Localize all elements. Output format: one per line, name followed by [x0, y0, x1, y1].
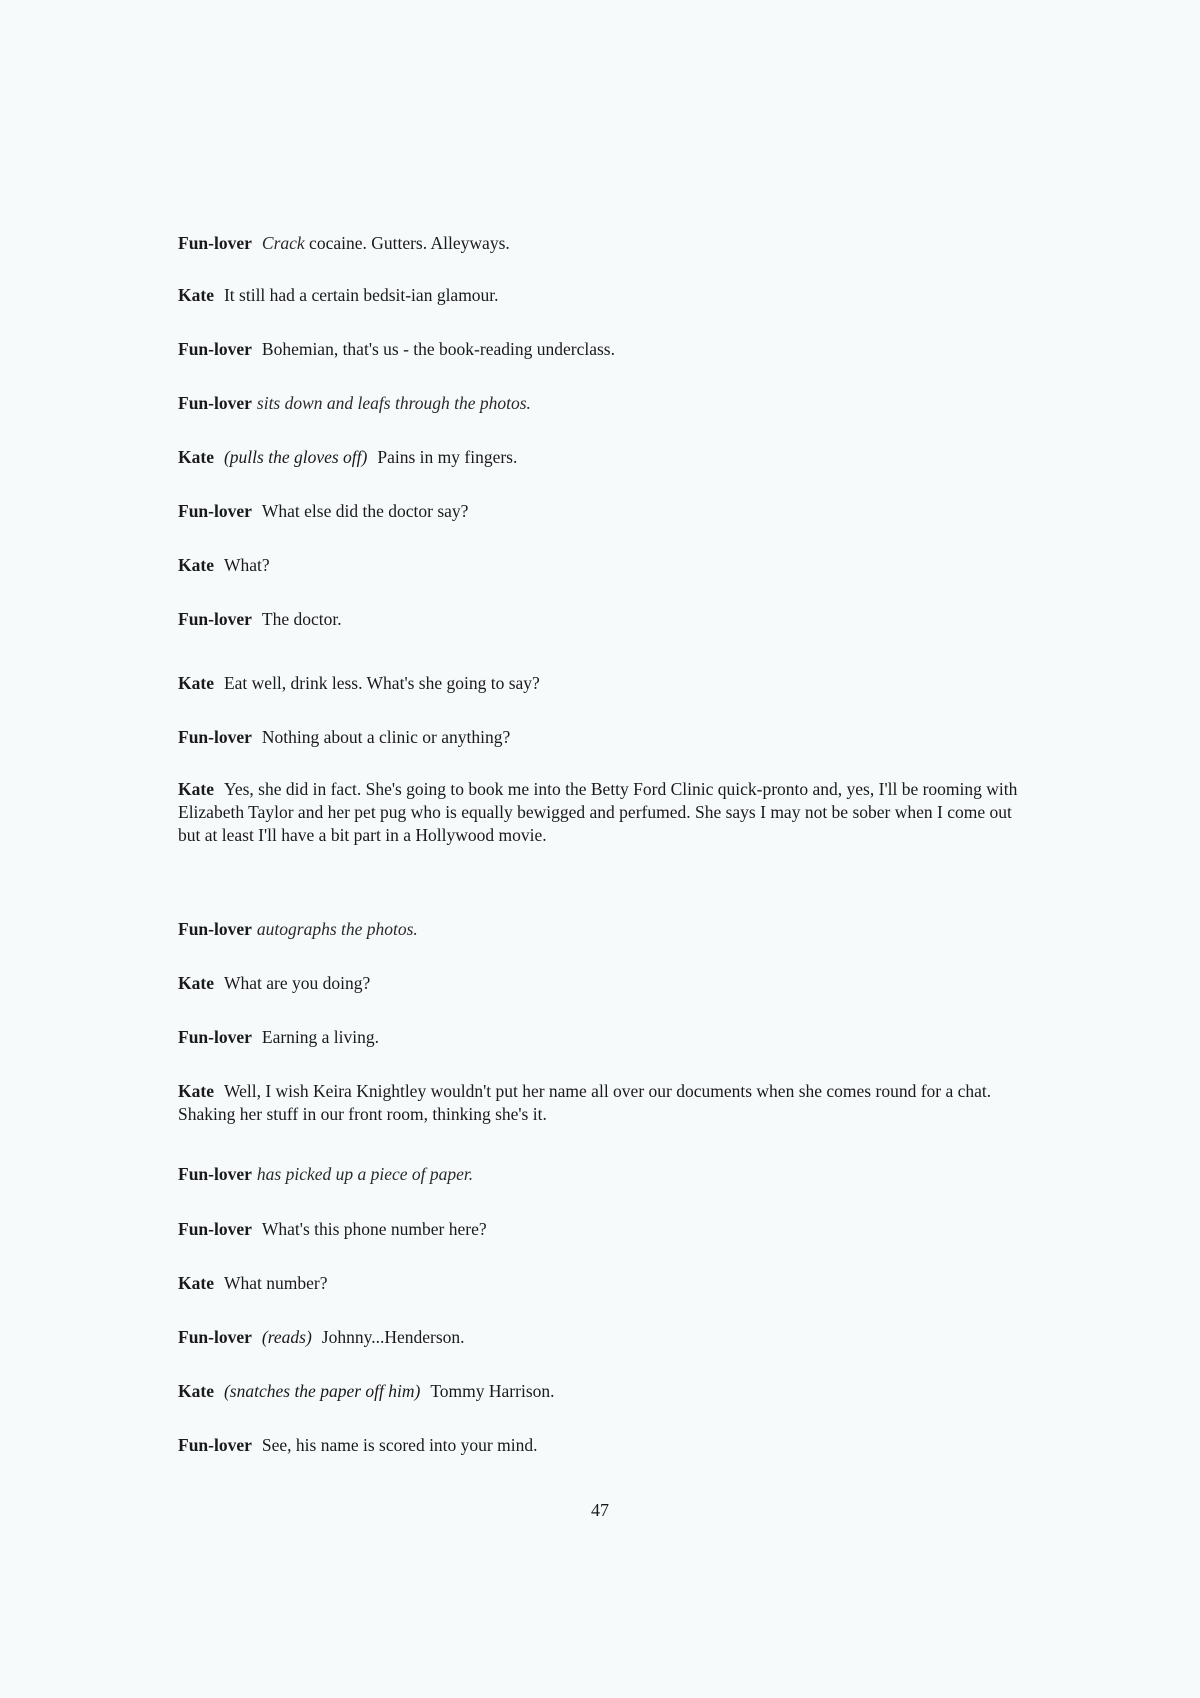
dialogue-line [178, 608, 1028, 631]
speaker-name: Fun-lover [178, 1164, 252, 1184]
dialogue-line [178, 1434, 1028, 1457]
dialogue-text: Yes, she did in fact. She's going to book me into the Betty Ford Clinic quick-pronto and, yes, I'll be rooming with Elizabeth Taylor and her pet pug who is equally bewigged and perfumed. She says I may not be sober when I come out but at least I'll have a bit part in a Hollywood movie. [178, 779, 1018, 845]
speaker-name: Kate [178, 973, 214, 993]
speaker-name: Fun-lover [178, 501, 252, 521]
parenthetical: (reads) [261, 1327, 312, 1347]
dialogue-line [178, 446, 1028, 469]
dialogue-line [178, 554, 1028, 577]
dialogue-text: Tommy Harrison. [430, 1381, 555, 1401]
dialogue-text: What? [223, 555, 270, 575]
dialogue-line [178, 1272, 1028, 1295]
dialogue-line [178, 232, 1028, 255]
dialogue-line [178, 1218, 1028, 1241]
speaker-name: Fun-lover [178, 609, 252, 629]
stage-direction-line [178, 1163, 1028, 1186]
dialogue-line [178, 1380, 1028, 1403]
dialogue-line [178, 1326, 1028, 1349]
speaker-name: Fun-lover [178, 1435, 252, 1455]
dialogue-text: Bohemian, that's us - the book-reading underclass. [261, 339, 615, 359]
speaker-name: Fun-lover [178, 233, 252, 253]
speaker-name: Kate [178, 673, 214, 693]
dialogue-text: Eat well, drink less. What's she going to say? [223, 673, 540, 693]
speaker-name: Fun-lover [178, 339, 252, 359]
dialogue-text: What's this phone number here? [261, 1219, 487, 1239]
dialogue-text: Earning a living. [261, 1027, 380, 1047]
stage-direction-line [178, 392, 1028, 415]
speaker-name: Kate [178, 285, 214, 305]
stage-direction: has picked up a piece of paper. [256, 1164, 474, 1184]
dialogue-line [178, 338, 1028, 361]
dialogue-line [178, 672, 1028, 695]
dialogue-line [178, 778, 1018, 847]
speaker-name: Kate [178, 447, 214, 467]
dialogue-text: cocaine. Gutters. Alleyways. [304, 233, 510, 253]
dialogue-line [178, 284, 1028, 307]
dialogue-text: It still had a certain bedsit-ian glamour. [223, 285, 499, 305]
dialogue-text: See, his name is scored into your mind. [261, 1435, 538, 1455]
dialogue-text: Well, I wish Keira Knightley wouldn't put her name all over our documents when she comes round for a chat. Shaking her stuff in our front room, thinking she's it. [178, 1081, 992, 1124]
page-number: 47 [591, 1500, 609, 1520]
dialogue-line [178, 500, 1028, 523]
parenthetical: (snatches the paper off him) [223, 1381, 421, 1401]
dialogue-line [178, 972, 1028, 995]
speaker-name: Kate [178, 779, 214, 799]
speaker-name: Fun-lover [178, 393, 252, 413]
italic-word: Crack [261, 233, 305, 253]
stage-direction-line [178, 918, 1028, 941]
speaker-name: Kate [178, 1273, 214, 1293]
dialogue-text: The doctor. [261, 609, 342, 629]
dialogue-line [178, 1080, 1028, 1126]
speaker-name: Fun-lover [178, 1219, 252, 1239]
speaker-name: Kate [178, 555, 214, 575]
dialogue-text: Johnny...Henderson. [321, 1327, 465, 1347]
speaker-name: Fun-lover [178, 727, 252, 747]
stage-direction: sits down and leafs through the photos. [256, 393, 531, 413]
parenthetical: (pulls the gloves off) [223, 447, 368, 467]
speaker-name: Fun-lover [178, 919, 252, 939]
speaker-name: Kate [178, 1381, 214, 1401]
stage-direction: autographs the photos. [256, 919, 418, 939]
dialogue-line [178, 1026, 1028, 1049]
dialogue-text: What else did the doctor say? [261, 501, 469, 521]
speaker-name: Fun-lover [178, 1027, 252, 1047]
dialogue-text: What number? [223, 1273, 328, 1293]
dialogue-text: Nothing about a clinic or anything? [261, 727, 511, 747]
speaker-name: Kate [178, 1081, 214, 1101]
dialogue-line [178, 726, 1028, 749]
dialogue-text: Pains in my fingers. [377, 447, 518, 467]
dialogue-text: What are you doing? [223, 973, 371, 993]
speaker-name: Fun-lover [178, 1327, 252, 1347]
